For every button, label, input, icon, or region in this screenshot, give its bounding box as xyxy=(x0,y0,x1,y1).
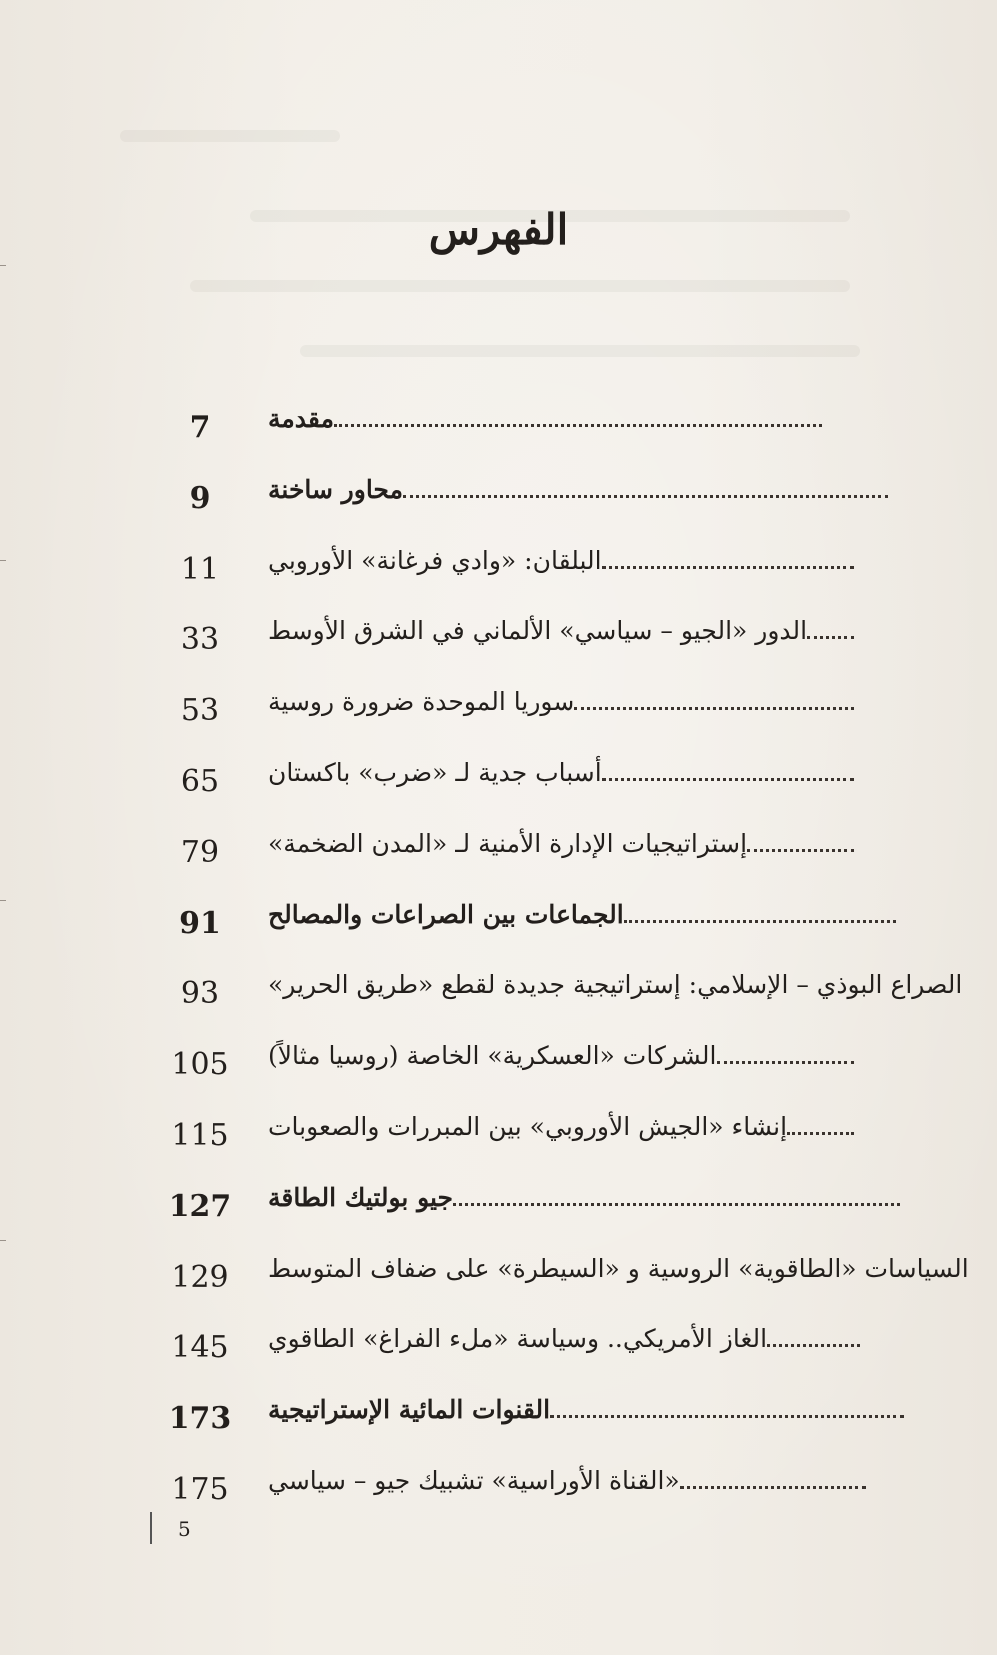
toc-page-number: 173 xyxy=(168,1401,232,1437)
toc-entry xyxy=(160,823,940,894)
dot-leader xyxy=(680,1468,866,1489)
toc-entry xyxy=(160,1389,940,1460)
dot-leader xyxy=(602,548,854,569)
dot-leader xyxy=(403,477,888,498)
toc-entry-title: مقدمة xyxy=(268,404,334,433)
toc-line xyxy=(260,1041,854,1070)
footer-page-number: 5 xyxy=(178,1517,191,1541)
toc-line xyxy=(260,758,854,787)
footer-rule xyxy=(150,1512,152,1544)
bleed-through-mark xyxy=(300,345,860,357)
dot-leader xyxy=(624,902,896,923)
toc-entry-title: الشركات «العسكرية» الخاصة (روسيا مثالاً) xyxy=(268,1041,717,1071)
toc-entry xyxy=(160,1177,940,1248)
toc-entry xyxy=(160,540,940,611)
toc-entry xyxy=(160,610,940,681)
toc-line xyxy=(260,829,854,858)
toc-entry-title: الغاز الأمريكي.. وسياسة «ملء الفراغ» الطاقوي xyxy=(268,1324,768,1354)
toc-entry xyxy=(160,1460,940,1531)
toc-line xyxy=(260,970,963,1000)
toc-entry xyxy=(160,752,940,823)
table-of-contents xyxy=(160,398,969,1531)
toc-page-number: 129 xyxy=(171,1259,229,1295)
dot-leader xyxy=(807,618,854,639)
toc-line xyxy=(260,1395,904,1424)
toc-page-number: 53 xyxy=(180,693,220,729)
toc-entry-title: الجماعات بين الصراعات والمصالح xyxy=(268,899,624,929)
toc-page-number: 9 xyxy=(189,480,211,516)
page-edge-mark xyxy=(0,265,6,266)
toc-page-number: 115 xyxy=(171,1117,229,1153)
toc-line xyxy=(260,546,854,575)
toc-page-number: 145 xyxy=(171,1330,229,1366)
toc-entry-title: إستراتيجيات الإدارة الأمنية لـ «المدن الضخمة» xyxy=(268,828,748,858)
toc-page-number: 33 xyxy=(180,622,220,658)
dot-leader xyxy=(334,406,822,427)
toc-entry-title: محاور ساخنة xyxy=(268,474,403,504)
toc-line xyxy=(260,1253,969,1283)
toc-page-number: 105 xyxy=(171,1047,229,1083)
page-title: الفهرس xyxy=(428,205,569,254)
toc-entry-title: القنوات المائية الإستراتيجية xyxy=(268,1395,551,1425)
toc-line xyxy=(260,687,854,716)
toc-entry xyxy=(160,1248,969,1319)
toc-line xyxy=(260,475,888,504)
toc-line xyxy=(260,1112,854,1141)
toc-page-number: 11 xyxy=(180,551,220,587)
toc-page-number: 7 xyxy=(189,410,211,445)
toc-page-number: 127 xyxy=(168,1188,232,1224)
dot-leader xyxy=(574,689,854,710)
toc-entry xyxy=(160,964,963,1035)
toc-entry-title: جيو بولتيك الطاقة xyxy=(268,1182,454,1212)
dot-leader xyxy=(787,1114,854,1135)
bleed-through-mark xyxy=(190,280,850,292)
toc-line xyxy=(260,616,854,645)
toc-page-number: 93 xyxy=(180,976,220,1012)
toc-entry xyxy=(160,398,940,469)
toc-entry-title: إنشاء «الجيش الأوروبي» بين المبررات والصعوبات xyxy=(268,1111,788,1141)
dot-leader xyxy=(717,1043,855,1064)
page-edge-mark xyxy=(0,1240,6,1241)
dot-leader xyxy=(767,1326,860,1347)
toc-page-number: 175 xyxy=(171,1471,229,1507)
dot-leader xyxy=(602,760,854,781)
toc-entry-title: أسباب جدية لـ «ضرب» باكستان xyxy=(268,757,602,787)
page-edge-mark xyxy=(0,560,6,561)
toc-entry-title: سوريا الموحدة ضرورة روسية xyxy=(268,687,575,717)
toc-line xyxy=(260,404,822,433)
toc-page-number: 91 xyxy=(179,905,221,941)
toc-line xyxy=(260,1183,900,1212)
toc-entry xyxy=(160,1318,940,1389)
toc-page-number: 65 xyxy=(180,763,220,799)
toc-entry xyxy=(160,1106,940,1177)
toc-page-number: 79 xyxy=(180,834,220,870)
toc-entry xyxy=(160,469,940,540)
bleed-through-mark xyxy=(120,130,340,142)
page-edge-mark xyxy=(0,900,6,901)
toc-line xyxy=(260,900,896,929)
dot-leader xyxy=(747,831,854,852)
toc-entry-title: الصراع البوذي – الإسلامي: إستراتيجية جديدة لقطع «طريق الحرير» xyxy=(268,970,963,1000)
toc-entry xyxy=(160,894,940,965)
toc-entry-title: الدور «الجيو – سياسي» الألماني في الشرق الأوسط xyxy=(268,616,808,646)
toc-line xyxy=(260,1466,866,1495)
toc-entry xyxy=(160,1035,940,1106)
toc-line xyxy=(260,1324,860,1353)
dot-leader xyxy=(550,1397,904,1418)
toc-entry-title: البلقان: «وادي فرغانة» الأوروبي xyxy=(268,545,602,575)
toc-entry-title: السياسات «الطاقوية» الروسية و «السيطرة» على ضفاف المتوسط xyxy=(268,1253,969,1283)
toc-entry-title: «القناة الأوراسية» تشبيك جيو – سياسي xyxy=(268,1465,680,1495)
dot-leader xyxy=(453,1185,900,1206)
toc-entry xyxy=(160,681,940,752)
